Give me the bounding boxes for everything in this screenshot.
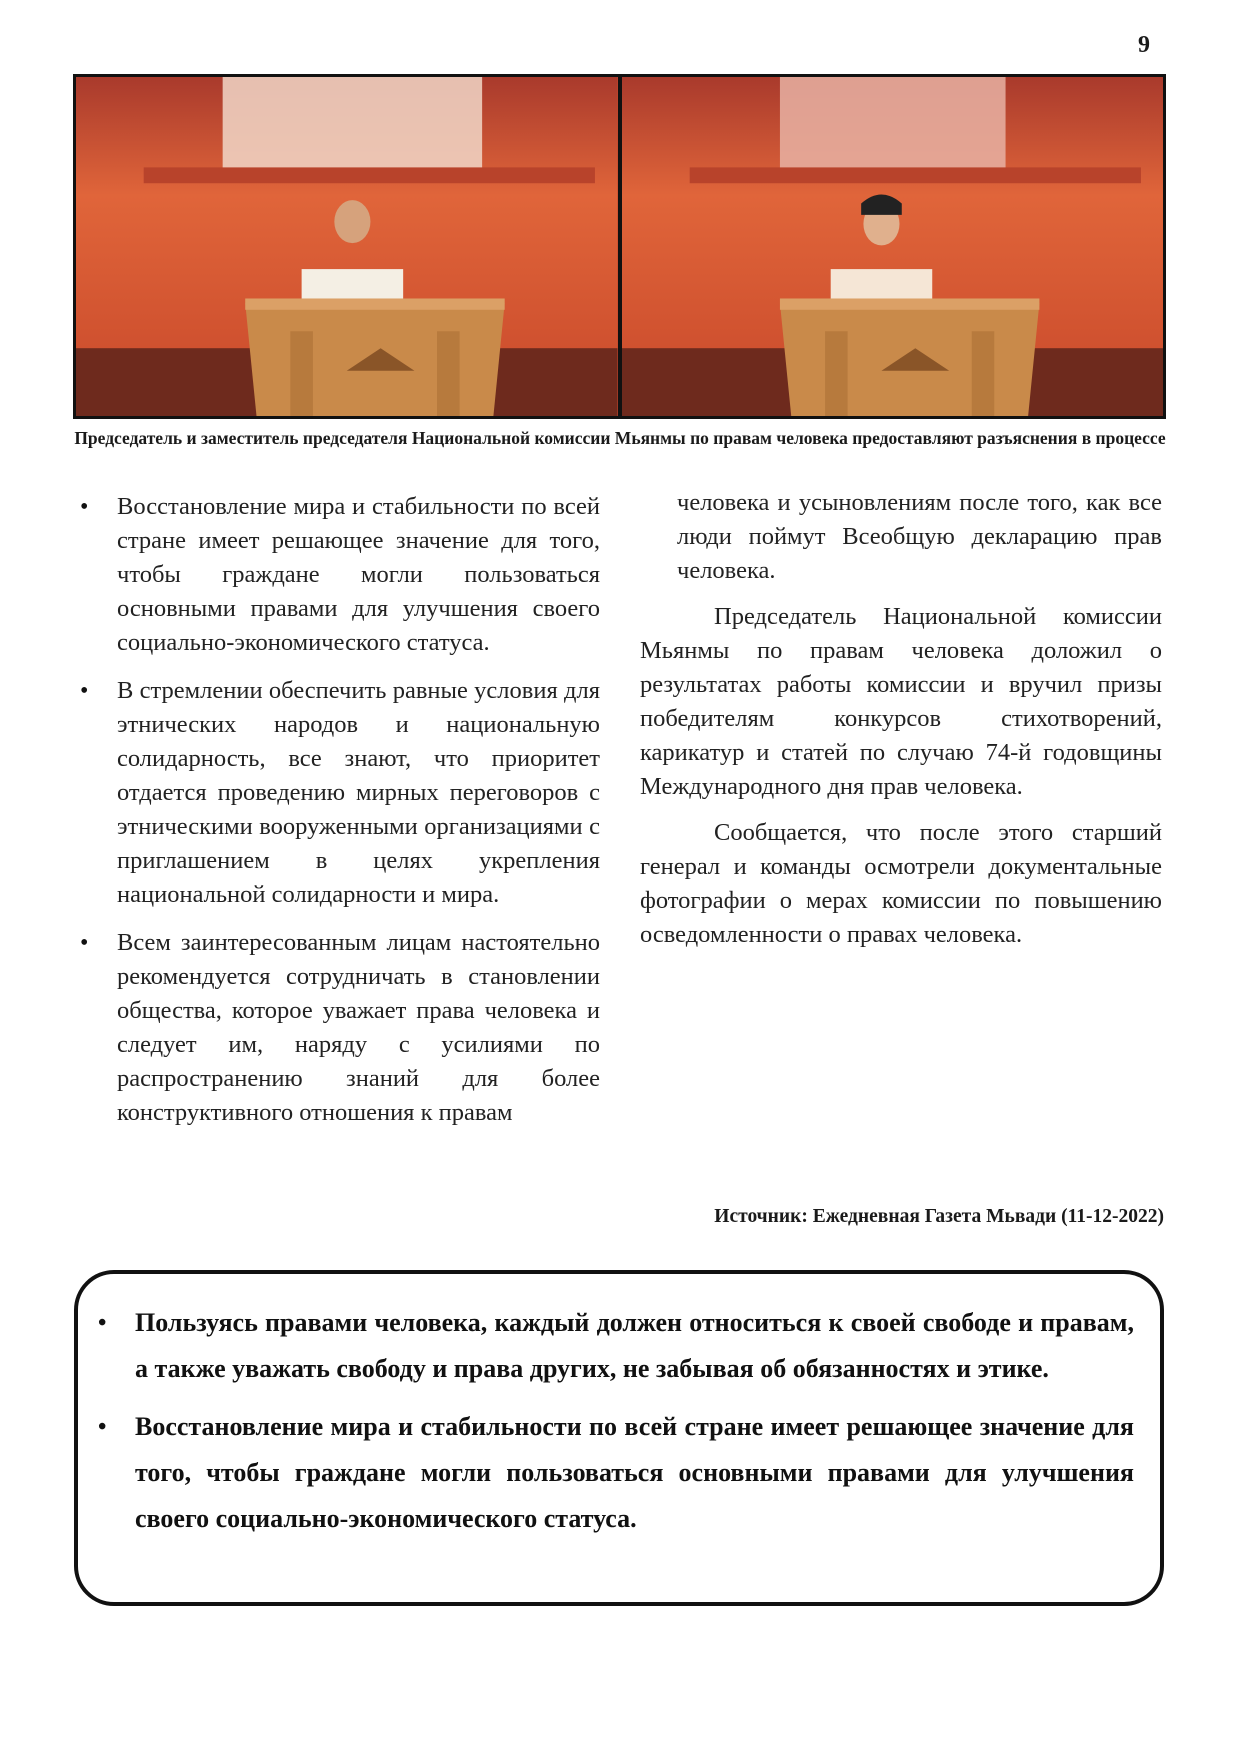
photo-strip: [73, 74, 1166, 419]
page-number: 9: [1138, 32, 1150, 58]
list-item: • Всем заинтересованным лицам настоятельно рекомендуется сотрудничать в становлении общества, которое уважает права человека и следует им, наряду с усилиями по распространению знаний для более конструктивного отношения к правам: [80, 926, 600, 1130]
bullet-list: [80, 490, 600, 1130]
photo-caption: Председатель и заместитель председателя Национальной комиссии Мьянмы по правам человека предоставляют разъяснения в процессе: [74, 428, 1166, 448]
left-column: [80, 490, 600, 1144]
vice-chair-photo: [622, 77, 1164, 416]
chairman-photo: [76, 77, 618, 416]
list-item: • Восстановление мира и стабильности по всей стране имеет решающее значение для того, чтобы граждане могли пользоваться основными правами для улучшения своего социально-экономического статуса.: [80, 490, 600, 660]
right-column: [640, 486, 1162, 964]
paragraph: Сообщается, что после этого старший генерал и команды осмотрели документальные фотографии о мерах комиссии по повышению осведомленности о правах человека.: [640, 819, 1162, 948]
list-item: • В стремлении обеспечить равные условия для этнических народов и национальную солидарность, все знают, что приоритет отдается проведению мирных переговоров с этническими вооруженными организациями с приглашением в целях укрепления национальной солидарности и мира.: [80, 674, 600, 912]
callout-item: • Пользуясь правами человека, каждый должен относиться к своей свободе и правам, а также уважать свободу и права других, не забывая об обязанностях и этике.: [98, 1300, 1134, 1392]
callout-box: [74, 1270, 1164, 1606]
source-citation: Источник: Ежедневная Газета Мьвади (11-12-2022): [714, 1206, 1164, 1227]
callout-list: [98, 1300, 1134, 1542]
continued-paragraph: человека и усыновлениям после того, как все люди поймут Всеобщую декларацию прав человека.: [677, 489, 1162, 584]
callout-item: • Восстановление мира и стабильности по всей стране имеет решающее значение для того, чтобы граждане могли пользоваться основными правами для улучшения своего социально-экономического статуса.: [98, 1404, 1134, 1542]
paragraph: Председатель Национальной комиссии Мьянмы по правам человека доложил о результатах работы комиссии и вручил призы победителям конкурсов стихотворений, карикатур и статей по случаю 74-й годовщины Международного дня прав человека.: [640, 603, 1162, 800]
